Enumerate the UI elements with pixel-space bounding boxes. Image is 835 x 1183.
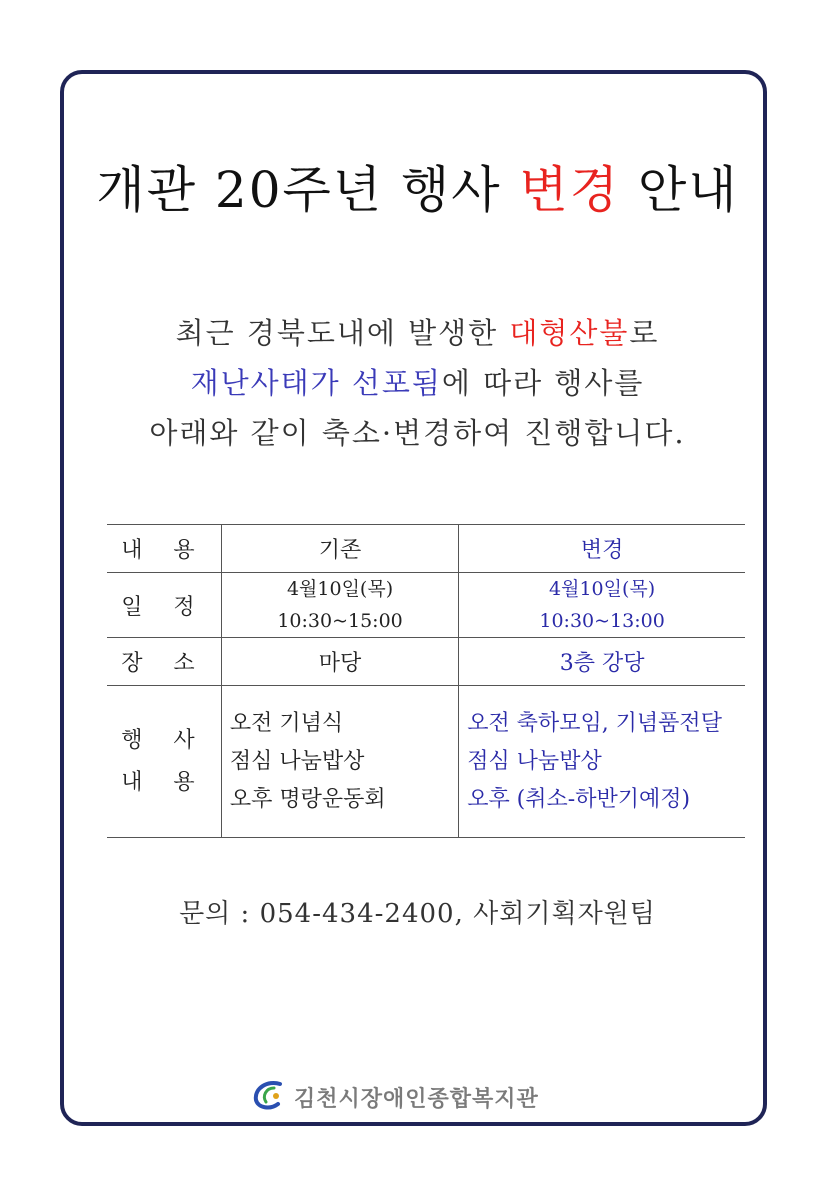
organization-logo bbox=[250, 1078, 539, 1116]
list-item: 오후 (취소-하반기예정) bbox=[467, 786, 691, 812]
place-changed: 3층 강당 bbox=[459, 638, 745, 686]
intro-text: 최근 경북도내에 발생한 bbox=[175, 316, 510, 350]
table-header-row bbox=[107, 525, 745, 573]
table-row-date bbox=[107, 573, 745, 638]
date-original-time: 10:30~15:00 bbox=[277, 610, 403, 632]
title-text: 개관 20주년 행사 bbox=[96, 161, 520, 219]
date-label: 일 정 bbox=[107, 573, 221, 638]
table-row-place bbox=[107, 638, 745, 686]
date-original-day: 4월10일(목) bbox=[286, 578, 394, 600]
schedule-table bbox=[107, 524, 745, 838]
date-changed bbox=[459, 573, 745, 638]
program-original bbox=[221, 686, 458, 838]
list-item: 점심 나눔밥상 bbox=[467, 748, 602, 774]
title-text-end: 안내 bbox=[620, 161, 739, 219]
header-label: 내 용 bbox=[107, 525, 221, 573]
intro-line-3: 아래와 같이 축소·변경하여 진행합니다. bbox=[149, 416, 686, 450]
intro-text: 에 따라 행사를 bbox=[441, 366, 645, 400]
place-label: 장 소 bbox=[107, 638, 221, 686]
intro-highlight-blue: 재난사태가 선포됨 bbox=[190, 366, 442, 400]
list-item: 오전 기념식 bbox=[229, 710, 344, 736]
organization-name: 김천시장애인종합복지관 bbox=[294, 1086, 539, 1112]
program-label-line-2: 내 용 bbox=[121, 769, 207, 795]
place-original: 마당 bbox=[221, 638, 458, 686]
date-changed-day: 4월10일(목) bbox=[549, 578, 656, 600]
table-row-program bbox=[107, 686, 745, 838]
list-item: 점심 나눔밥상 bbox=[229, 748, 365, 774]
agency-logo-icon bbox=[250, 1078, 288, 1116]
program-label bbox=[107, 686, 221, 838]
program-changed bbox=[459, 686, 745, 838]
header-changed: 변경 bbox=[459, 525, 745, 573]
page-title bbox=[0, 150, 835, 222]
date-changed-time: 10:30~13:00 bbox=[539, 610, 665, 632]
program-label-line-1: 행 사 bbox=[121, 727, 207, 753]
title-highlight: 변경 bbox=[519, 161, 621, 219]
intro-line-1 bbox=[0, 308, 835, 358]
header-original: 기존 bbox=[221, 525, 458, 573]
date-original bbox=[221, 573, 458, 638]
intro-text: 로 bbox=[629, 316, 660, 350]
intro-paragraph bbox=[0, 308, 835, 458]
list-item: 오전 축하모임, 기념품전달 bbox=[467, 710, 722, 736]
list-item: 오후 명랑운동회 bbox=[229, 786, 386, 812]
contact-info: 문의 : 054-434-2400, 사회기획자원팀 bbox=[179, 899, 656, 929]
intro-line-2 bbox=[0, 358, 835, 408]
intro-highlight-red: 대형산불 bbox=[509, 316, 630, 350]
